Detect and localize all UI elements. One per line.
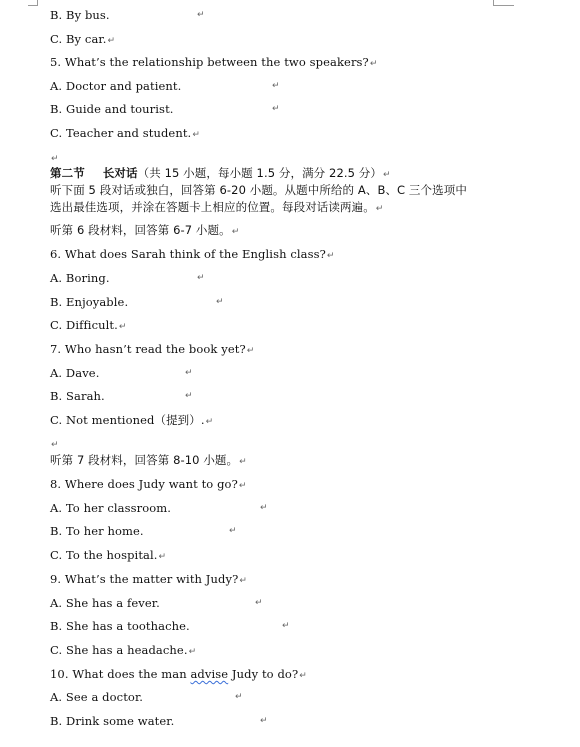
paragraph-mark-icon: ↵ <box>239 576 247 586</box>
paragraph-line <box>50 295 128 310</box>
paragraph-mark-icon: ↵ <box>185 368 193 378</box>
paragraph-line <box>50 596 160 611</box>
paragraph-mark-icon: ↵ <box>238 481 247 491</box>
paragraph-line <box>50 223 239 240</box>
paragraph-mark-icon: ↵ <box>260 716 268 726</box>
paragraph-mark-icon: ↵ <box>51 154 59 164</box>
paragraph-mark-icon: ↵ <box>188 647 197 657</box>
line-text: 第二节 长对话（共 15 小题，每小题 1.5 分，满分 22.5 分） <box>50 166 382 180</box>
empty-paragraph <box>50 150 59 167</box>
paragraph-line <box>50 102 174 117</box>
paragraph-mark-icon: ↵ <box>231 227 240 237</box>
paragraph-mark-icon: ↵ <box>375 204 384 214</box>
paragraph-mark-icon: ↵ <box>205 417 214 427</box>
line-text: 听第 6 段材料，回答第 6-7 小题。 <box>50 223 231 237</box>
paragraph-line <box>50 453 247 470</box>
paragraph-line <box>50 524 144 539</box>
paragraph-mark-icon: ↵ <box>255 598 263 608</box>
paragraph-mark-icon: ↵ <box>51 440 59 450</box>
line-text: A. Dave. <box>50 366 100 380</box>
paragraph-line <box>50 690 143 705</box>
paragraph-mark-icon: ↵ <box>216 297 224 307</box>
spellcheck-underline[interactable]: advise <box>190 667 229 681</box>
line-text: C. Teacher and student. <box>50 126 192 140</box>
page-corner-mark-right <box>493 0 514 6</box>
paragraph-line <box>50 501 171 516</box>
line-text: C. By car. <box>50 32 107 46</box>
line-text: C. Not mentioned（提到）. <box>50 413 205 427</box>
paragraph-mark-icon: ↵ <box>246 346 255 356</box>
paragraph-line <box>50 548 166 565</box>
paragraph-mark-icon: ↵ <box>272 81 280 91</box>
paragraph-line <box>50 271 110 286</box>
paragraph-line <box>50 413 213 430</box>
line-text: 听下面 5 段对话或独白，回答第 6-20 小题。从题中所给的 A、B、C 三个选项中 <box>50 183 467 197</box>
paragraph-line <box>50 643 196 660</box>
paragraph-mark-icon: ↵ <box>197 10 205 20</box>
line-text: 6. What does Sarah think of the English class? <box>50 247 326 261</box>
paragraph-mark-icon: ↵ <box>158 552 167 562</box>
paragraph-mark-icon: ↵ <box>326 251 335 261</box>
line-text: 7. Who hasn’t read the book yet? <box>50 342 246 356</box>
paragraph-line <box>50 247 335 264</box>
paragraph-mark-icon: ↵ <box>229 526 237 536</box>
line-text: B. Drink some water. <box>50 714 175 728</box>
section-heading: 第二节 <box>50 166 85 180</box>
line-text: 5. What’s the relationship between the two speakers? <box>50 55 369 69</box>
paragraph-mark-icon: ↵ <box>272 104 280 114</box>
paragraph-line <box>50 477 247 494</box>
paragraph-line <box>50 200 383 217</box>
line-text: A. Doctor and patient. <box>50 79 182 93</box>
paragraph-line <box>50 55 377 72</box>
line-text: B. To her home. <box>50 524 144 538</box>
paragraph-line <box>50 714 174 729</box>
paragraph-line <box>50 389 105 404</box>
line-text: A. She has a fever. <box>50 596 160 610</box>
line-text: B. Guide and tourist. <box>50 102 174 116</box>
paragraph-mark-icon: ↵ <box>382 170 391 180</box>
paragraph-line <box>50 366 99 381</box>
paragraph-mark-icon: ↵ <box>369 59 378 69</box>
line-text: C. She has a headache. <box>50 643 188 657</box>
paragraph-line <box>50 126 200 143</box>
line-text: A. To her classroom. <box>50 501 172 515</box>
line-text: 9. What’s the matter with Judy? <box>50 572 239 586</box>
empty-paragraph <box>50 436 59 453</box>
line-text: B. She has a toothache. <box>50 619 190 633</box>
paragraph-mark-icon: ↵ <box>239 457 247 467</box>
line-text: C. Difficult. <box>50 318 118 332</box>
line-text: A. See a doctor. <box>50 690 144 704</box>
paragraph-mark-icon: ↵ <box>185 391 193 401</box>
paragraph-line <box>50 32 115 49</box>
line-text: B. Sarah. <box>50 389 105 403</box>
line-text: 听第 7 段材料，回答第 8-10 小题。 <box>50 453 239 467</box>
paragraph-mark-icon: ↵ <box>192 130 200 140</box>
paragraph-line <box>50 8 110 23</box>
line-text: B. Enjoyable. <box>50 295 129 309</box>
paragraph-line <box>50 572 247 589</box>
line-text: B. By bus. <box>50 8 110 22</box>
paragraph-line <box>50 183 467 198</box>
line-text: 10. What does the man advise Judy to do? <box>50 667 299 681</box>
paragraph-mark-icon: ↵ <box>235 692 243 702</box>
paragraph-line <box>50 667 307 684</box>
paragraph-line <box>50 318 127 335</box>
line-text: 选出最佳选项，并涂在答题卡上相应的位置。每段对话读两遍。 <box>50 200 375 214</box>
line-text: 8. Where does Judy want to go? <box>50 477 238 491</box>
paragraph-line <box>50 79 181 94</box>
line-text: A. Boring. <box>50 271 110 285</box>
line-text: C. To the hospital. <box>50 548 158 562</box>
paragraph-mark-icon: ↵ <box>282 621 290 631</box>
paragraph-mark-icon: ↵ <box>197 273 205 283</box>
paragraph-mark-icon: ↵ <box>299 671 307 681</box>
paragraph-line <box>50 342 254 359</box>
paragraph-mark-icon: ↵ <box>107 36 116 46</box>
paragraph-mark-icon: ↵ <box>118 322 127 332</box>
paragraph-mark-icon: ↵ <box>260 503 268 513</box>
paragraph-line <box>50 619 190 634</box>
page-corner-mark-left <box>28 0 38 6</box>
paragraph-line <box>50 166 391 183</box>
